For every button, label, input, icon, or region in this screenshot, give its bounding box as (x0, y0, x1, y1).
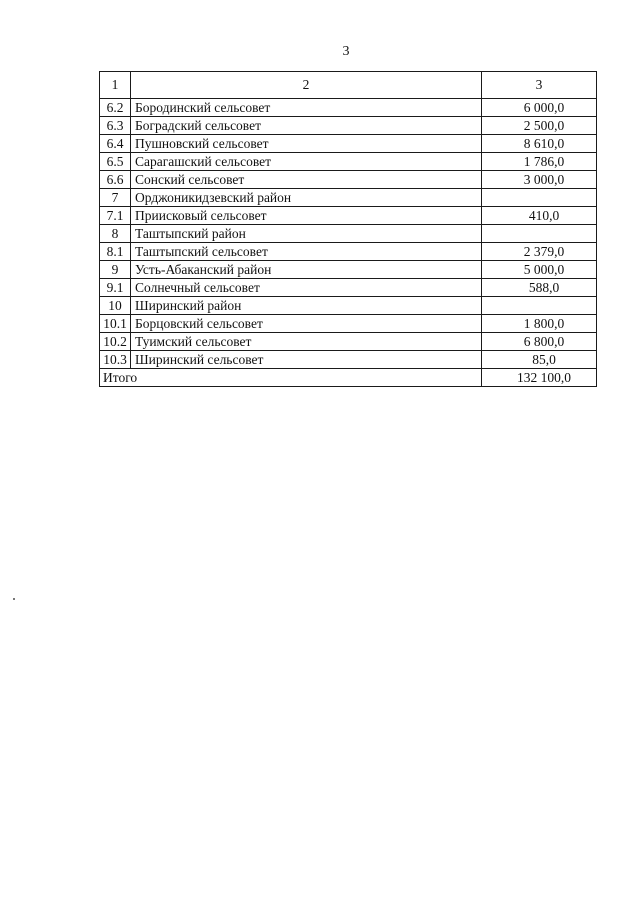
row-number: 9 (100, 261, 131, 279)
row-value: 1 786,0 (482, 153, 597, 171)
table-row (100, 243, 597, 261)
header-cell-3: 3 (482, 72, 597, 99)
row-value: 5 000,0 (482, 261, 597, 279)
page-number: 3 (342, 44, 350, 59)
table-row (100, 135, 597, 153)
row-name: Ширинский сельсовет (131, 351, 482, 369)
table-row (100, 261, 597, 279)
row-number: 6.2 (100, 99, 131, 117)
row-number: 6.4 (100, 135, 131, 153)
table-row (100, 117, 597, 135)
total-label: Итого (100, 369, 482, 387)
row-number: 6.3 (100, 117, 131, 135)
row-name: Боградский сельсовет (131, 117, 482, 135)
row-number: 8.1 (100, 243, 131, 261)
row-value: 6 000,0 (482, 99, 597, 117)
row-number: 6.6 (100, 171, 131, 189)
row-value: 6 800,0 (482, 333, 597, 351)
data-table (99, 71, 597, 387)
table-row (100, 153, 597, 171)
row-name: Таштыпский район (131, 225, 482, 243)
row-value: 8 610,0 (482, 135, 597, 153)
header-cell-1: 1 (100, 72, 131, 99)
table-header-row (100, 72, 597, 99)
row-name: Таштыпский сельсовет (131, 243, 482, 261)
total-value: 132 100,0 (482, 369, 597, 387)
row-number: 6.5 (100, 153, 131, 171)
row-number: 9.1 (100, 279, 131, 297)
row-number: 8 (100, 225, 131, 243)
row-name: Пушновский сельсовет (131, 135, 482, 153)
table-row (100, 225, 597, 243)
row-name: Усть-Абаканский район (131, 261, 482, 279)
table-row (100, 189, 597, 207)
table-row (100, 333, 597, 351)
table-row (100, 297, 597, 315)
row-value: 2 379,0 (482, 243, 597, 261)
row-number: 7.1 (100, 207, 131, 225)
row-name: Туимский сельсовет (131, 333, 482, 351)
table-row (100, 99, 597, 117)
table-row (100, 171, 597, 189)
row-name: Бородинский сельсовет (131, 99, 482, 117)
row-value (482, 297, 597, 315)
table-row (100, 279, 597, 297)
row-value: 410,0 (482, 207, 597, 225)
row-name: Солнечный сельсовет (131, 279, 482, 297)
row-value (482, 225, 597, 243)
row-value: 1 800,0 (482, 315, 597, 333)
total-row (100, 369, 597, 387)
scan-speck (13, 598, 15, 600)
header-cell-2: 2 (131, 72, 482, 99)
row-value: 588,0 (482, 279, 597, 297)
table-row (100, 351, 597, 369)
row-number: 10 (100, 297, 131, 315)
row-number: 10.3 (100, 351, 131, 369)
row-name: Сарагашский сельсовет (131, 153, 482, 171)
row-number: 10.2 (100, 333, 131, 351)
row-name: Сонский сельсовет (131, 171, 482, 189)
row-number: 7 (100, 189, 131, 207)
row-value: 85,0 (482, 351, 597, 369)
table-row (100, 207, 597, 225)
row-value: 2 500,0 (482, 117, 597, 135)
row-name: Ширинский район (131, 297, 482, 315)
row-name: Приисковый сельсовет (131, 207, 482, 225)
row-value (482, 189, 597, 207)
table-row (100, 315, 597, 333)
row-name: Орджоникидзевский район (131, 189, 482, 207)
row-number: 10.1 (100, 315, 131, 333)
row-value: 3 000,0 (482, 171, 597, 189)
row-name: Борцовский сельсовет (131, 315, 482, 333)
